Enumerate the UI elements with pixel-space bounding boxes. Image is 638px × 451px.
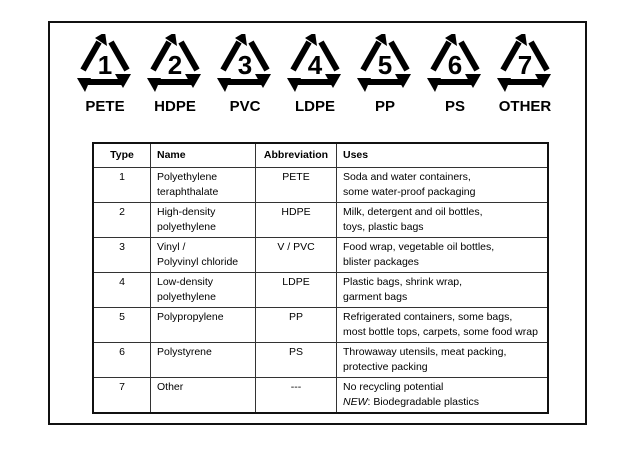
cell-uses [337, 203, 549, 238]
name-line: Low-density [157, 276, 214, 288]
cell-abbreviation: LDPE [256, 273, 337, 308]
symbol-abbreviation: LDPE [294, 98, 335, 115]
name-line: polyethylene [157, 291, 216, 303]
symbol-number: 4 [307, 50, 323, 80]
cell-abbreviation: PP [256, 308, 337, 343]
uses-line: toys, plastic bags [343, 221, 424, 233]
symbol-abbreviation: PETE [85, 98, 125, 115]
cell-uses [337, 238, 549, 273]
table-row [93, 343, 548, 378]
table-row [93, 308, 548, 343]
cell-name [151, 378, 256, 414]
cell-name [151, 203, 256, 238]
note-text: : Biodegradable plastics [367, 396, 479, 408]
symbol-abbreviation: PS [444, 98, 465, 115]
cell-abbreviation: PS [256, 343, 337, 378]
cell-uses [337, 378, 549, 414]
cell-name [151, 168, 256, 203]
symbol-number: 6 [447, 50, 463, 80]
cell-abbreviation: HDPE [256, 203, 337, 238]
symbol-abbreviation: PP [374, 98, 395, 115]
symbol-number: 1 [97, 50, 113, 80]
table-row [93, 378, 548, 414]
name-line: High-density [157, 206, 216, 218]
cell-type: 2 [93, 203, 151, 238]
cell-type: 5 [93, 308, 151, 343]
symbol-number: 5 [377, 50, 393, 80]
symbol-number: 3 [237, 50, 253, 80]
cell-uses [337, 308, 549, 343]
name-line: Other [157, 381, 184, 393]
symbol-number: 7 [517, 50, 533, 80]
uses-line: Food wrap, vegetable oil bottles, [343, 241, 495, 253]
cell-name [151, 343, 256, 378]
uses-line: Milk, detergent and oil bottles, [343, 206, 483, 218]
header-abbreviation: Abbreviation [256, 143, 337, 168]
uses-line: Soda and water containers, [343, 171, 471, 183]
cell-type: 1 [93, 168, 151, 203]
header-uses: Uses [337, 143, 549, 168]
cell-name [151, 238, 256, 273]
name-line: Polystyrene [157, 346, 212, 358]
name-line: Polyethylene [157, 171, 218, 183]
new-label: NEW [343, 396, 368, 408]
cell-uses [337, 343, 549, 378]
symbol-abbreviation: PVC [229, 98, 261, 115]
cell-uses [337, 168, 549, 203]
name-line: polyethylene [157, 221, 216, 233]
cell-name [151, 308, 256, 343]
name-line: teraphthalate [157, 186, 219, 198]
uses-line: Throwaway utensils, meat packing, [343, 346, 507, 358]
cell-abbreviation: PETE [256, 168, 337, 203]
symbol-abbreviation: HDPE [154, 98, 196, 115]
uses-line: Refrigerated containers, some bags, [343, 311, 513, 323]
table-header-row [93, 143, 548, 168]
recycling-symbols-row [70, 34, 570, 124]
recycling-symbol-7 [490, 34, 560, 124]
cell-type: 6 [93, 343, 151, 378]
plastics-table [92, 142, 549, 414]
uses-line: some water-proof packaging [343, 186, 476, 198]
uses-line: garment bags [343, 291, 408, 303]
uses-line: protective packing [343, 361, 428, 373]
table-row [93, 203, 548, 238]
uses-line: most bottle tops, carpets, some food wrap [343, 326, 538, 338]
name-line: Polyvinyl chloride [157, 256, 239, 268]
cell-abbreviation: --- [256, 378, 337, 414]
table-row [93, 168, 548, 203]
uses-line: Plastic bags, shrink wrap, [343, 276, 463, 288]
uses-line: blister packages [343, 256, 419, 268]
symbol-number: 2 [167, 50, 183, 80]
table-row [93, 238, 548, 273]
cell-abbreviation: V / PVC [256, 238, 337, 273]
uses-note-line [343, 395, 541, 410]
cell-type: 4 [93, 273, 151, 308]
name-line: Vinyl / [157, 241, 186, 253]
uses-line: No recycling potential [343, 381, 444, 393]
cell-uses [337, 273, 549, 308]
cell-name [151, 273, 256, 308]
table-row [93, 273, 548, 308]
symbol-abbreviation: OTHER [498, 98, 552, 115]
name-line: Polypropylene [157, 311, 224, 323]
header-type: Type [93, 143, 151, 168]
cell-type: 7 [93, 378, 151, 414]
header-name: Name [151, 143, 256, 168]
cell-type: 3 [93, 238, 151, 273]
